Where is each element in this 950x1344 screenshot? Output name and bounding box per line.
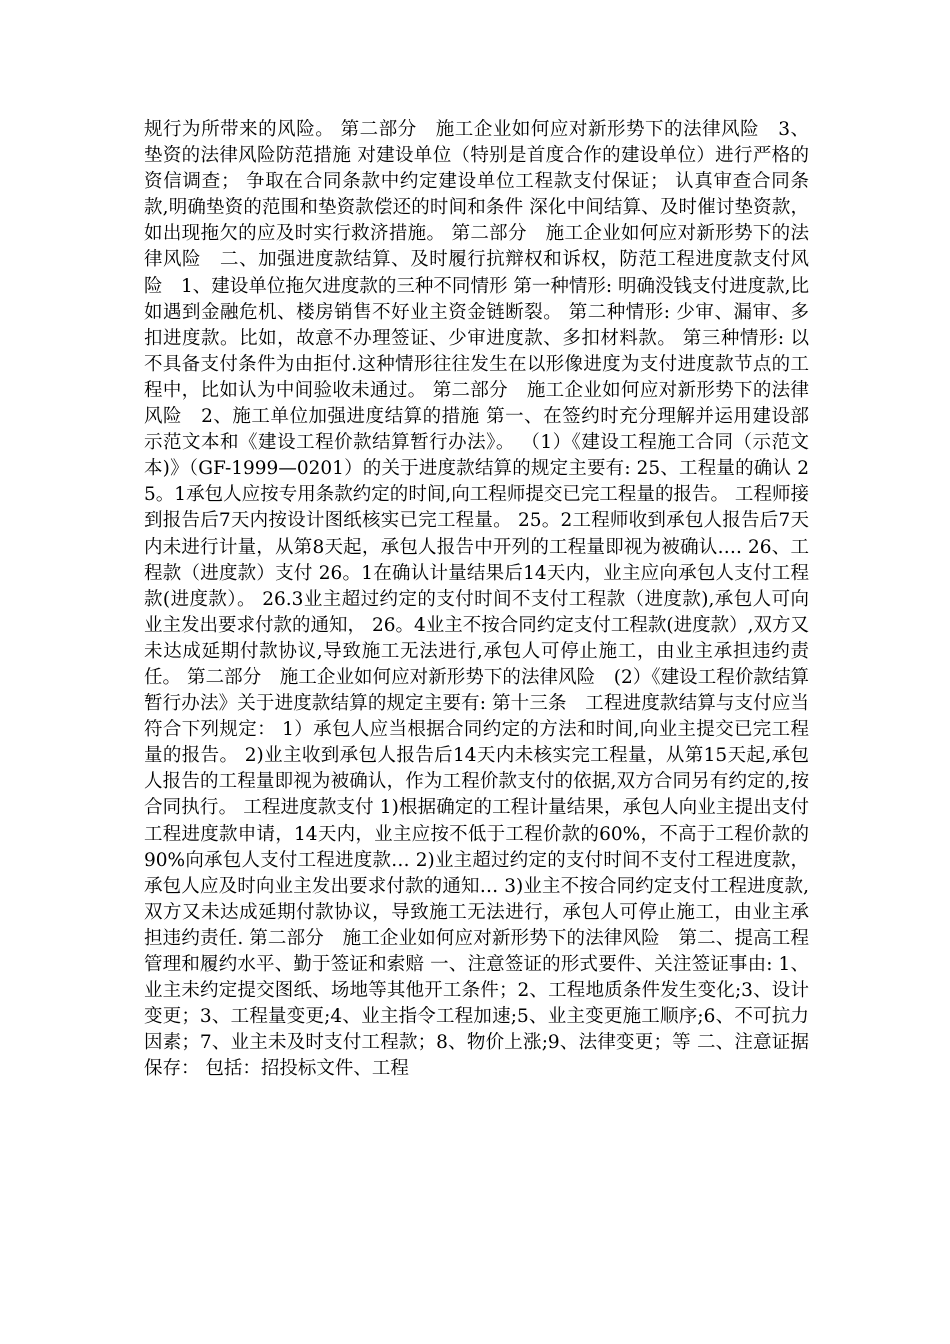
- body-paragraph: 规行为所带来的风险。 第二部分 施工企业如何应对新形势下的法律风险 3、垫资的法律风险防范措施 对建设单位（特别是首度合作的建设单位）进行严格的资信调查； 争取在合同条款中约定建设单位工程款支付保证； 认真审查合同条款,明确垫资的范围和垫资款偿还的时间和条件 深化中间结算、及时催讨垫资款，如出现拖欠的应及时实行救济措施。 第二部分 施工企业如何应对新形势下的法律风险 二、加强进度款结算、及时履行抗辩权和诉权，防范工程进度款支付风险 1、建设单位拖欠进度款的三种不同情形 第一种情形: 明确没钱支付进度款,比如遇到金融危机、楼房销售不好业主资金链断裂。 第二种情形: 少审、漏审、多扣进度款。比如，故意不办理签证、少审进度款、多扣材料款。 第三种情形: 以不具备支付条件为由拒付.这种情形往往发生在以形像进度为支付进度款节点的工程中，比如认为中间验收未通过。 第二部分 施工企业如何应对新形势下的法律风险 2、施工单位加强进度结算的措施 第一、在签约时充分理解并运用建设部示范文本和《建设工程价款结算暂行办法》。 （1）《建设工程施工合同（示范文本)》（GF-1999—0201）的关于进度款结算的规定主要有: 25、工程量的确认 25。1承包人应按专用条款约定的时间,向工程师提交已完工程量的报告。 工程师接到报告后7天内按设计图纸核实已完工程量。 25。2工程师收到承包人报告后7天内未进行计量，从第8天起，承包人报告中开列的工程量即视为被确认…. 26、工程款（进度款）支付 26。1在确认计量结果后14天内，业主应向承包人支付工程款(进度款）。 26.3业主超过约定的支付时间不支付工程款（进度款),承包人可向业主发出要求付款的通知， 26。4业主不按合同约定支付工程款(进度款）,双方又未达成延期付款协议,导致施工无法进行,承包人可停止施工，由业主承担违约责任。 第二部分 施工企业如何应对新形势下的法律风险 (2）《建设工程价款结算暂行办法》关于进度款结算的规定主要有: 第十三条 工程进度款结算与支付应当符合下列规定： 1）承包人应当根据合同约定的方法和时间,向业主提交已完工程量的报告。 2)业主收到承包人报告后14天内未核实完工程量，从第15天起,承包人报告的工程量即视为被确认，作为工程价款支付的依据,双方合同另有约定的,按合同执行。 工程进度款支付 1)根据确定的工程计量结果，承包人向业主提出支付工程进度款申请，14天内，业主应按不低于工程价款的60%，不高于工程价款的90%向承包人支付工程进度款… 2)业主超过约定的支付时间不支付工程进度款，承包人应及时向业主发出要求付款的通知… 3)业主不按合同约定支付工程进度款,双方又未达成延期付款协议，导致施工无法进行，承包人可停止施工，由业主承担违约责任. 第二部分 施工企业如何应对新形势下的法律风险 第二、提高工程管理和履约水平、勤于签证和索赔 一、注意签证的形式要件、关注签证事由: 1、业主未约定提交图纸、场地等其他开工条件；2、工程地质条件发生变化;3、设计变更；3、工程量变更;4、业主指令工程加速;5、业主变更施工顺序;6、不可抗力因素；7、业主未及时支付工程款；8、物价上涨;9、法律变更；等 二、注意证据保存： 包括：招投标文件、工程: [144, 119, 809, 1080]
